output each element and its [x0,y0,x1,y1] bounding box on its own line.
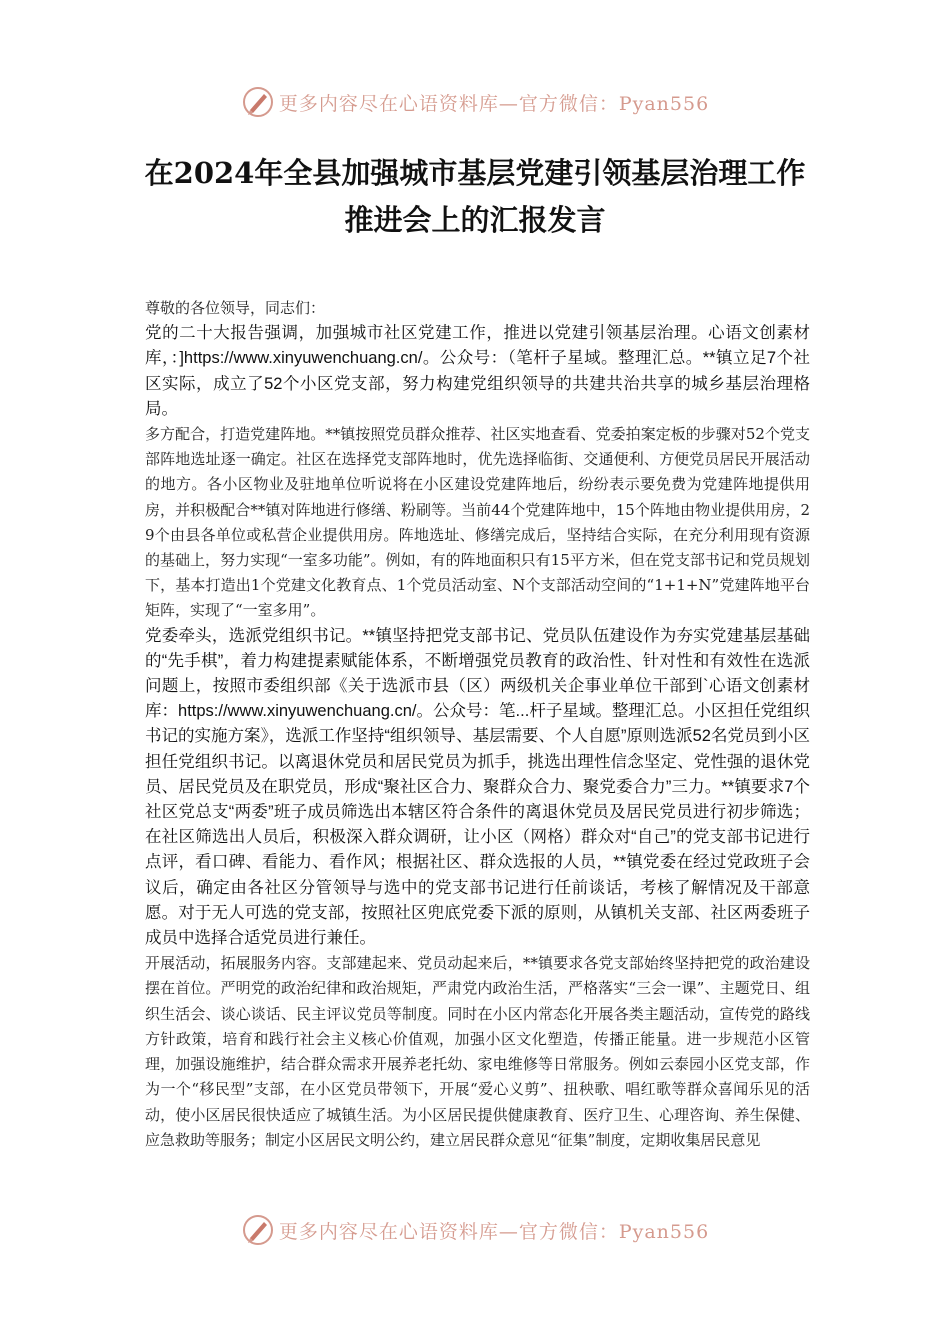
document-body [145,296,810,1153]
paragraph-intro: 党的二十大报告强调，加强城市社区党建工作，推进以党建引领基层治理。心语文创素材库，：]https://www.xinyuwenchuang.cn/。公众号：（笔杆子星域。整理汇总。**镇立足7个社区实际，成立了52个小区党支部，努力构建党组织领导的共建共治共享的城乡基层治理格局。 [145,324,810,418]
watermark-banner-bottom [0,1210,950,1250]
paragraph-secretary: 党委牵头，选派党组织书记。**镇坚持把党支部书记、党员队伍建设作为夯实党建基层基础的“先手棋”，着力构建提素赋能体系，不断增强党员教育的政治性、针对性和有效性在选派问题上，按照市委组织部《关于选派市县（区）两级机关企事业单位干部到`心语文创素材库：https://www.xinyuwenchuang.cn/。公众号：笔...杆子星域。整理汇总。小区担任党组织书记的实施方案》，选派工作坚持“组织领导、基层需要、个人自愿”原则选派52名党员到小区担任党组织书记。以离退休党员和居民党员为抓手，挑选出理性信念坚定、党性强的退休党员、居民党员及在职党员，形成“聚社区合力、聚群众合力、聚党委合力”三力。**镇要求7个社区党总支“两委”班子成员筛选出本辖区符合条件的离退休党员及居民党员进行初步筛选；在社区筛选出人员后，积极深入群众调研，让小区（网格）群众对“自己”的党支部书记进行点评，看口碑、看能力、看作风；根据社区、群众选报的人员，**镇党委在经过党政班子会议后，确定由各社区分管领导与选中的党支部书记进行任前谈话，考核了解情况及干部意愿。对于无人可选的党支部，按照社区兜底党委下派的原则，从镇机关支部、社区两委班子成员中选择合适党员进行兼任。 [145,626,810,948]
paragraph-activities: 开展活动，拓展服务内容。支部建起来、党员动起来后，**镇要求各党支部始终坚持把党的政治建设摆在首位。严明党的政治纪律和政治规矩，严肃党内政治生活，严格落实“三会一课”、主题党日、组织生活会、谈心谈话、民主评议党员等制度。同时在小区内常态化开展各类主题活动，宣传党的路线方针政策，培育和践行社会主义核心价值观，加强小区文化塑造，传播正能量。进一步规范小区管理，加强设施维护，结合群众需求开展养老托幼、家电维修等日常服务。例如云泰园小区党支部，作为一个“移民型”支部，在小区党员带领下，开展“爱心义剪”、扭秧歌、唱红歌等群众喜闻乐见的活动，使小区居民很快适应了城镇生活。为小区居民提供健康教育、医疗卫生、心理咨询、养生保健、应急救助等服务；制定小区居民文明公约，建立居民群众意见“征集”制度，定期收集居民意见 [145,954,810,1149]
paragraph-position: 多方配合，打造党建阵地。**镇按照党员群众推荐、社区实地查看、党委拍案定板的步骤对52个党支部阵地选址逐一确定。社区在选择党支部阵地时，优先选择临街、交通便利、方便党员居民开展活动的地方。各小区物业及驻地单位听说将在小区建设党建阵地后，纷纷表示要免费为党建阵地提供用房，并积极配合**镇对阵地进行修缮、粉刷等。当前44个党建阵地中，15个阵地由物业提供用房，29个由县各单位或私营企业提供用房。阵地选址、修缮完成后，坚持结合实际，在充分利用现有资源的基础上，努力实现“一室多功能”。例如，有的阵地面积只有15平方米，但在党支部书记和党员规划下，基本打造出1个党建文化教育点、1个党员活动室、N个支部活动空间的“1+1+N”党建阵地平台矩阵，实现了“一室多用”。 [145,425,810,620]
watermark-banner-top [0,82,950,122]
title-line-2: 推进会上的汇报发言 [344,203,606,237]
watermark-text: 更多内容尽在心语资料库—官方微信：Pyan556 [278,1220,710,1243]
title-line-1: 在2024年全县加强城市基层党建引领基层治理工作 [144,156,806,190]
pen-logo-icon [241,1213,275,1247]
salutation: 尊敬的各位领导，同志们： [145,299,326,317]
watermark-text: 更多内容尽在心语资料库—官方微信：Pyan556 [278,92,710,115]
document-title [100,150,850,244]
pen-logo-icon [241,85,275,119]
